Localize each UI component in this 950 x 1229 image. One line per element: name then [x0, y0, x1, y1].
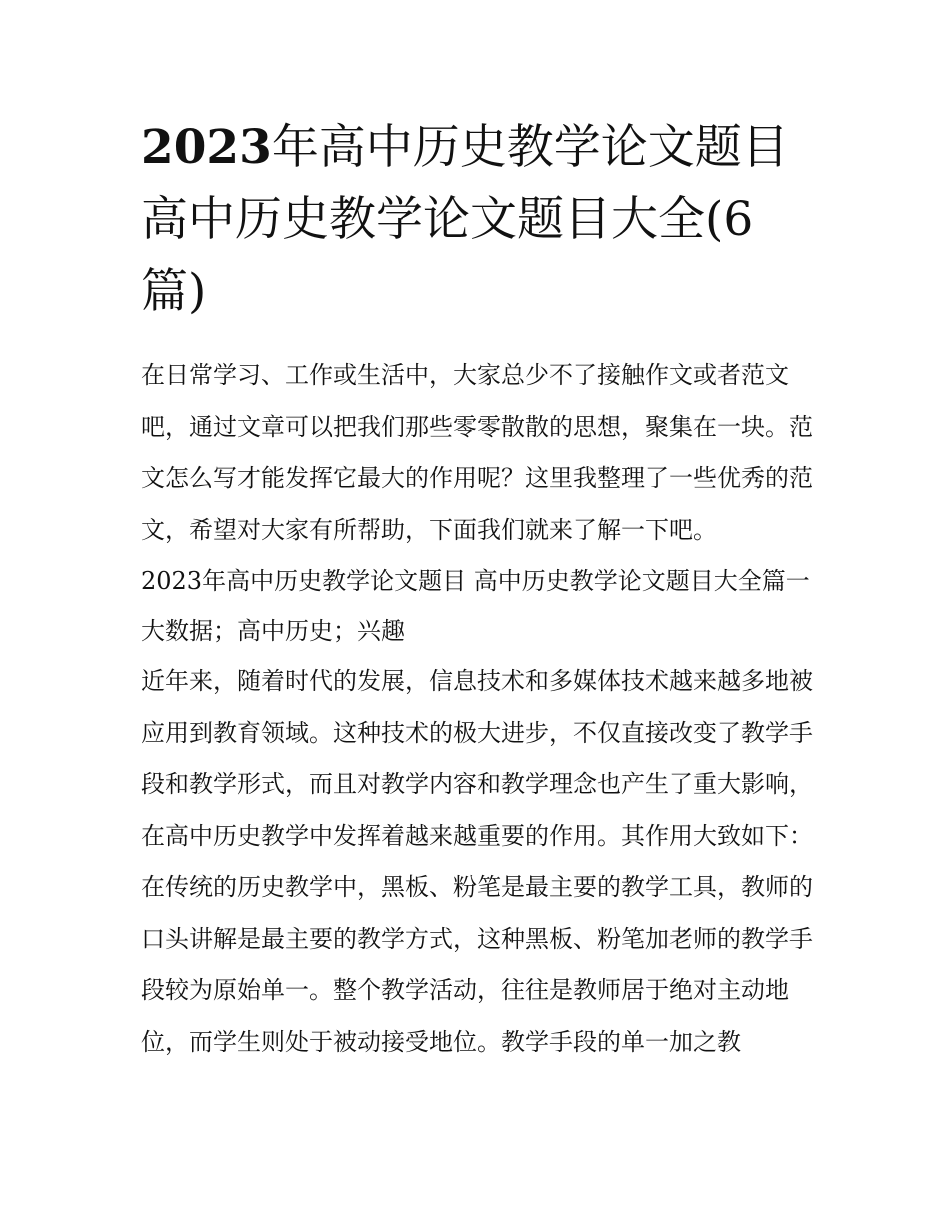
title-line-3: 篇) — [141, 264, 207, 319]
title-line-2: 高中历史教学论文题目大全(6 — [141, 192, 754, 247]
body-paragraph-1: 近年来，随着时代的发展，信息技术和多媒体技术越来越多地被应用到教育领域。这种技术的极大进步，不仅直接改变了教学手段和教学形式，而且对教学内容和教学理念也产生了重大影响，在高中历史教学中发挥着越来越重要的作用。其作用大致如下： — [141, 667, 813, 850]
title-line-1-text: 年高中历史教学论文题目 — [271, 120, 789, 175]
document-page — [141, 112, 821, 1068]
document-title — [141, 112, 821, 328]
document-body — [141, 350, 821, 1068]
intro-paragraph: 在日常学习、工作或生活中，大家总少不了接触作文或者范文吧，通过文章可以把我们那些零零散散的思想，聚集在一块。范文怎么写才能发挥它最大的作用呢？这里我整理了一些优秀的范文，希望对大家有所帮助，下面我们就来了解一下吧。 — [141, 361, 813, 544]
title-line-1 — [141, 112, 821, 184]
section-heading-paragraph: 2023年高中历史教学论文题目 高中历史教学论文题目大全篇一 大数据；高中历史；兴趣 — [141, 567, 810, 645]
title-year: 2023 — [141, 120, 272, 175]
body-paragraph-2: 在传统的历史教学中，黑板、粉笔是最主要的教学工具，教师的口头讲解是最主要的教学方式，这种黑板、粉笔加老师的教学手段较为原始单一。整个教学活动，往往是教师居于绝对主动地位，而学生则处于被动接受地位。教学手段的单一加之教 — [141, 873, 813, 1056]
